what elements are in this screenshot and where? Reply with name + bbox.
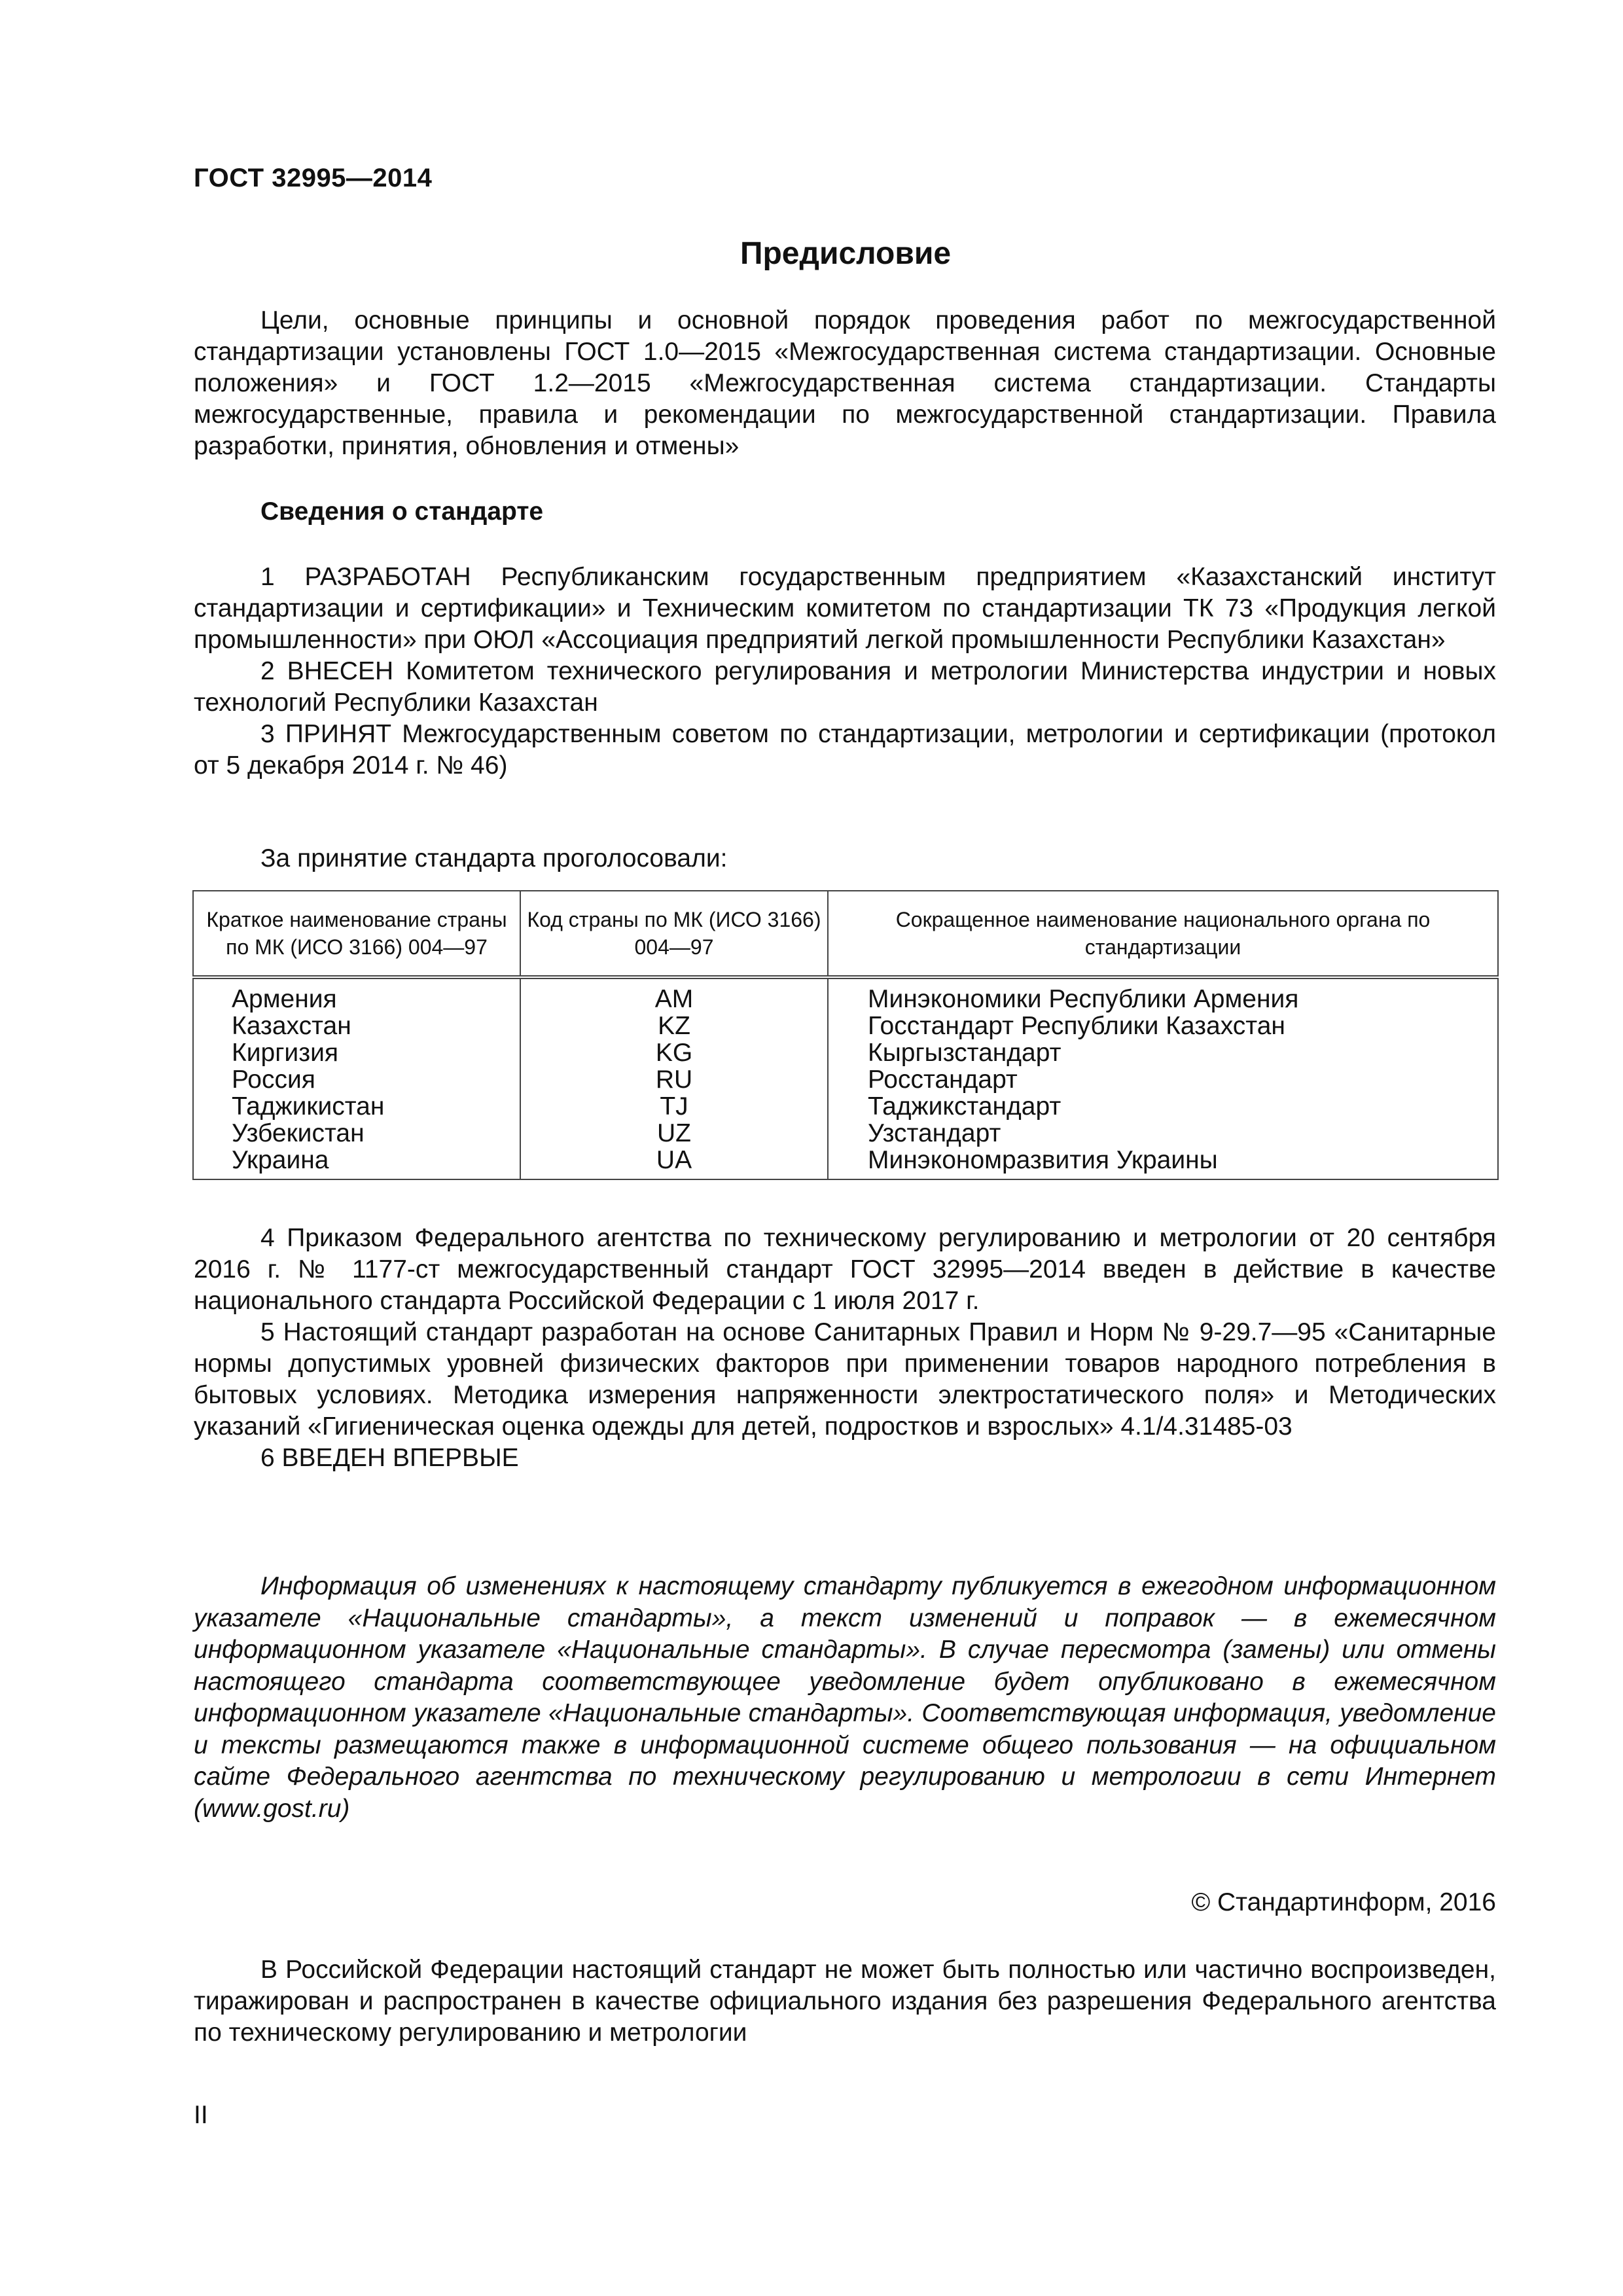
info-heading: Сведения о стандарте — [260, 497, 544, 526]
national-body-cell: Минэкономики Республики Армения — [868, 985, 1299, 1013]
standard-code-header: ГОСТ 32995—2014 — [194, 164, 433, 192]
code-cell: KG — [655, 1039, 693, 1067]
item-basis: 5 Настоящий стандарт разработан на основе Санитарных Правил и Норм № 9-29.7—95 «Санитарные нормы допустимых уровней физических факторов при применении товаров народного потребления в бытовых условиях. Методика измерения напряженности электростатического поля» и Методических указаний «Гигиеническая оценка одежды для детей, подростков и взрослых» 4.1/4.31485-03 — [194, 1318, 1496, 1441]
code-cell: AM — [654, 985, 694, 1013]
changes-notice — [194, 1571, 1496, 1825]
country-cell: Таджикистан — [232, 1092, 385, 1121]
page-number: II — [194, 2101, 208, 2129]
intro-block — [194, 305, 1496, 462]
national-body-cell: Таджикстандарт — [868, 1092, 1061, 1121]
country-column — [193, 977, 520, 1179]
vote-intro: За принятие стандарта проголосовали: — [260, 844, 728, 872]
national-body-cell: Минэкономразвития Украины — [868, 1146, 1218, 1174]
item-adopted: 3 ПРИНЯТ Межгосударственным советом по стандартизации, метрологии и сертификации (протокол от 5 декабря 2014 г. № 46) — [194, 720, 1496, 780]
items-4-6 — [194, 1223, 1496, 1474]
country-cell: Казахстан — [232, 1012, 351, 1040]
country-cell: Киргизия — [232, 1039, 338, 1067]
national-body-cell: Госстандарт Республики Казахстан — [868, 1012, 1285, 1040]
country-cell: Узбекистан — [232, 1119, 365, 1147]
item-submitted: 2 ВНЕСЕН Комитетом технического регулирования и метрологии Министерства индустрии и новых технологий Республики Казахстан — [194, 657, 1496, 717]
reproduction-rights — [194, 1954, 1496, 2049]
notice-paragraph: Информация об изменениях к настоящему стандарту публикуется в ежегодном информационном указателе «Национальные стандарты», а текст изменений и поправок — в ежемесячном информационном указателе «Национальные стандарты». В случае пересмотра (замены) или отмены настоящего стандарта соответствующее уведомление будет опубликовано в ежемесячном информационном указателе «Национальные стандарты». Соответствующая информация, уведомление и тексты размещаются также в информационной системе общего пользования — на официальном сайте Федерального агентства по техническому регулированию и метрологии в сети Интернет (www.gost.ru) — [194, 1572, 1496, 1823]
code-cell: KZ — [658, 1012, 690, 1040]
country-cell: Россия — [232, 1066, 315, 1094]
item-enacted: 4 Приказом Федерального агентства по техническому регулированию и метрологии от 20 сентября 2016 г. № 1177-ст межгосударственный стандарт ГОСТ 32995—2014 введен в действие в качестве национального стандарта Российской Федерации с 1 июля 2017 г. — [194, 1224, 1496, 1315]
header-national-body: Сокращенное наименование национального органа по стандартизации — [828, 891, 1498, 977]
vote-table — [192, 890, 1499, 1180]
vote-table-body — [193, 977, 1498, 1179]
code-cell: UZ — [657, 1119, 691, 1147]
page-title: Предисловие — [740, 236, 952, 271]
national-body-cell: Росстандарт — [868, 1066, 1018, 1094]
national-body-cell: Узстандарт — [868, 1119, 1001, 1147]
items-1-3 — [194, 562, 1496, 781]
header-country-code: Код страны по МК (ИСО 3166) 004—97 — [520, 891, 828, 977]
country-cell: Армения — [232, 985, 337, 1013]
rights-paragraph: В Российской Федерации настоящий стандарт не может быть полностью или частично воспроизведен, тиражирован и распространен в качестве официального издания без разрешения Федерального агентства по техническому регулированию и метрологии — [194, 1956, 1496, 2047]
vote-table-header-row — [193, 891, 1498, 977]
header-country-name: Краткое наименование страны по МК (ИСО 3166) 004—97 — [193, 891, 520, 977]
code-cell: UA — [656, 1146, 692, 1174]
national-body-column — [828, 977, 1498, 1179]
code-cell: RU — [655, 1066, 693, 1094]
intro-paragraph: Цели, основные принципы и основной порядок проведения работ по межгосударственной стандартизации установлены ГОСТ 1.0—2015 «Межгосударственная система стандартизации. Основные положения» и ГОСТ 1.2—2015 «Межгосударственная система стандартизации. Стандарты межгосударственные, правила и рекомендации по межгосударственной стандартизации. Правила разработки, принятия, обновления и отмены» — [194, 306, 1496, 460]
code-cell: TJ — [660, 1092, 688, 1121]
item-first-introduced: 6 ВВЕДЕН ВПЕРВЫЕ — [260, 1444, 519, 1472]
copyright: © Стандартинформ, 2016 — [1191, 1888, 1496, 1916]
item-developed: 1 РАЗРАБОТАН Республиканским государственным предприятием «Казахстанский институт стандартизации и сертификации» и Техническим комитетом по стандартизации ТК 73 «Продукция легкой промышленности» при ОЮЛ «Ассоциация предприятий легкой промышленности Республики Казахстан» — [194, 563, 1496, 654]
country-cell: Украина — [232, 1146, 329, 1174]
code-column — [520, 977, 828, 1179]
national-body-cell: Кыргызстандарт — [868, 1039, 1061, 1067]
